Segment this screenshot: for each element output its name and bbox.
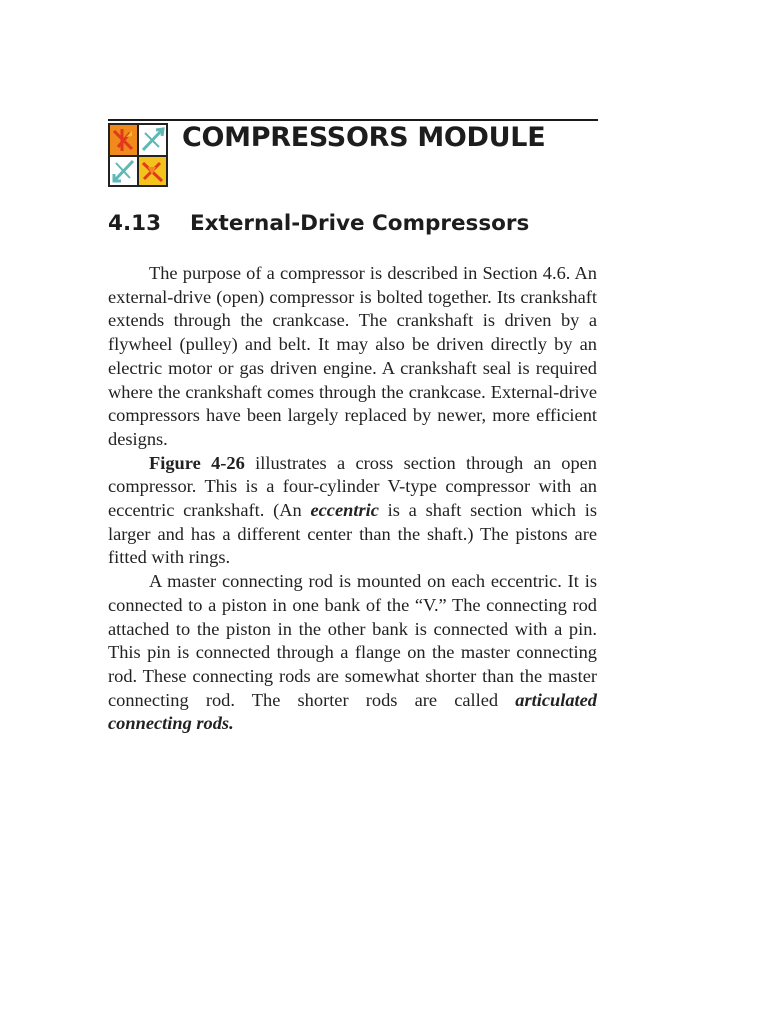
paragraph-text: A master connecting rod is mounted on each eccentric. It is connected to a piston in one bank of the “V.” The connecting rod attached to the piston in the other bank is connected with a pin. This pin is connected through a flange on the master connecting rod. These connecting rods are somewhat shorter than the master connecting rod. The shorter rods are called [108, 571, 597, 710]
paragraph [108, 262, 597, 452]
paragraph-text: illustrates a cross section through an open compressor. This is a four-cylinder V-type compressor with an eccentric crankshaft. (An [108, 452, 597, 521]
figure-reference: Figure 4-26 [149, 452, 245, 473]
paragraph [108, 570, 597, 736]
paragraph-text: is a shaft section which is larger and has a different center than the shaft.) The pistons are fitted with rings. [108, 500, 597, 568]
body-text [108, 262, 597, 736]
module-logo [108, 123, 168, 187]
section-title: External-Drive Compressors [190, 211, 530, 236]
term-eccentric: eccentric [310, 500, 379, 521]
paragraph [108, 452, 597, 571]
section-number: 4.13 [108, 211, 162, 236]
term-articulated-connecting-rods: articulated connecting rods. [108, 689, 597, 734]
paragraph-text: The purpose of a compressor is described in Section 4.6. An external-drive (open) compressor is bolted together. Its crankshaft extends through the crankcase. The crankshaft is driven by a flywheel (pulley) and belt. It may also be driven directly by an electric motor or gas driven engine. A crankshaft seal is required where the crankshaft comes through the crankcase. External-drive compressors have been largely replaced by newer, more efficient designs. [108, 263, 597, 449]
section-heading [108, 206, 529, 242]
module-title: COMPRESSORS MODULE [182, 122, 546, 153]
